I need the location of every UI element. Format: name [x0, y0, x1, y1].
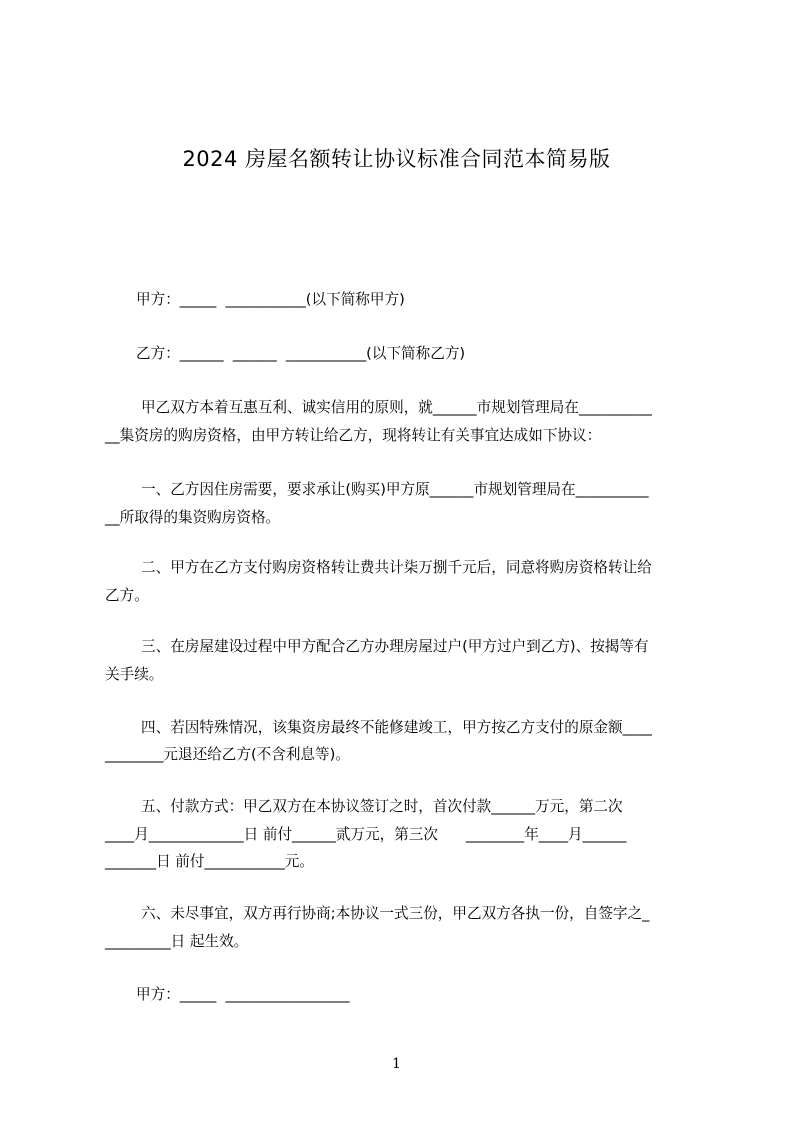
clause-3-line-1: 三、在房屋建设过程中甲方配合乙方办理房屋过户(甲方过户到乙方)、按揭等有 — [141, 638, 649, 655]
clause-2-line-2: 乙方。 — [105, 587, 149, 604]
clause-3-line-2: 关手续。 — [105, 666, 164, 683]
page-number: 1 — [392, 1056, 401, 1072]
clause-2-line-1: 二、甲方在乙方支付购房资格转让费共计柒万捌千元后，同意将购房资格转让给 — [141, 559, 652, 576]
clause-1-line-2: __所取得的集资购房资格。 — [105, 509, 281, 526]
clause-4-line-2: ________元退还给乙方(不含利息等)。 — [105, 746, 350, 763]
intro-line-2: __集资房的购房资格，由甲方转让给乙方，现将转让有关事宜达成如下协议： — [105, 427, 602, 444]
document-title: 2024 房屋名额转让协议标准合同范本简易版 — [182, 147, 611, 171]
clause-6-line-2: _________日 起生效。 — [105, 933, 249, 950]
clause-1-line-1: 一、乙方因住房需要，要求承让(购买)甲方原______市规划管理局在__________ — [141, 481, 649, 498]
clause-6-line-1: 六、未尽事宜，双方再行协商;本协议一式三份，甲乙双方各执一份，自签字之_ — [141, 905, 650, 922]
party-b-line: 乙方：______ ______ ___________(以下简称乙方) — [136, 345, 466, 362]
clause-4-line-1: 四、若因特殊情况，该集资房最终不能修建竣工，甲方按乙方支付的原金额____ — [141, 719, 652, 736]
intro-line-1: 甲乙双方本着互惠互利、诚实信用的原则，就______市规划管理局在__________ — [141, 399, 652, 416]
party-a-line: 甲方：_____ ___________(以下简称甲方) — [136, 291, 405, 308]
clause-5-line-1: 五、付款方式：甲乙双方在本协议签订之时，首次付款______万元，第二次 — [141, 798, 623, 815]
signature-party-a: 甲方：_____ _________________ — [136, 986, 350, 1003]
clause-5-line-3: _______日 前付___________元。 — [105, 853, 314, 870]
clause-5-line-2: ____月_____________日 前付______贰万元，第三次 ________年____月______ — [105, 826, 627, 843]
